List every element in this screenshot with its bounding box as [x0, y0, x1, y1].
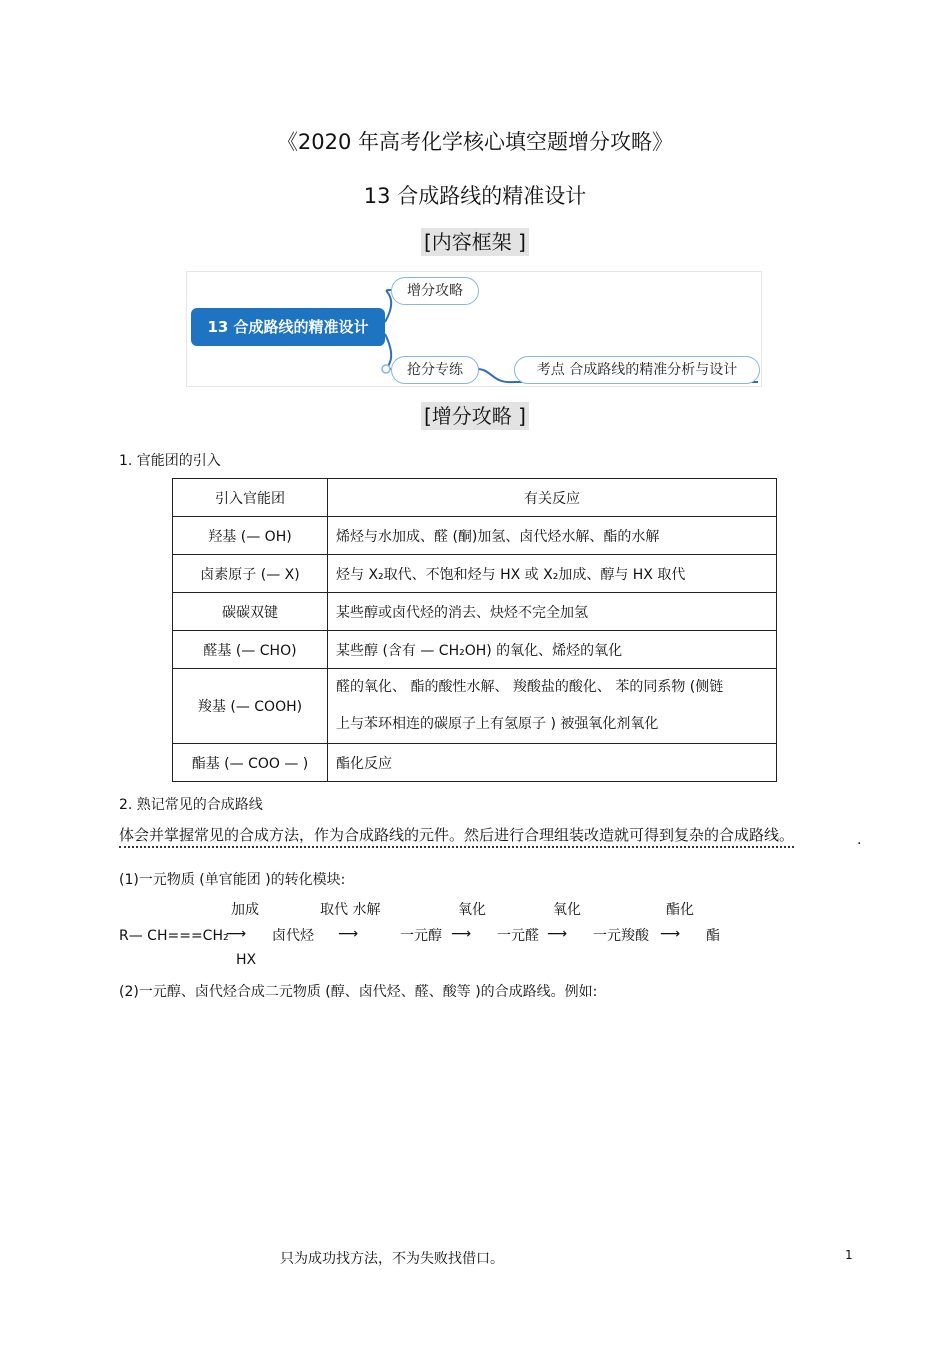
mindmap-branch-practice: 抢分专练 — [391, 356, 479, 384]
table-cell: 羧基 (— COOH) — [173, 669, 328, 744]
heading-functional-groups: 1. 官能团的引入 — [119, 453, 221, 469]
section-framework: [内容框架 ] — [421, 228, 529, 256]
arrow-icon: ⟶ — [226, 926, 247, 942]
arrow-label: 氧化 — [458, 902, 486, 918]
heading-synthesis-routes: 2. 熟记常见的合成路线 — [119, 797, 263, 813]
route-step: 一元醛 — [497, 928, 539, 944]
intro-emphasis: 体会并掌握常见的合成方法，作为合成路线的元件。然后进行合理组装改造就可得到复杂的合成路线。 — [119, 826, 794, 848]
footer-motto: 只为成功找方法，不为失败找借口。 — [280, 1251, 504, 1267]
table-cell: 烯烃与水加成、醛 (酮)加氢、卤代烃水解、酯的水解 — [328, 517, 777, 555]
route-step: 一元羧酸 — [593, 928, 649, 944]
section-strategy: [增分攻略 ] — [421, 402, 529, 430]
arrow-icon: ⟶ — [660, 926, 681, 942]
table-header: 有关反应 — [328, 479, 777, 517]
page-number: 1 — [845, 1248, 853, 1262]
table-header: 引入官能团 — [173, 479, 328, 517]
route-step: 酯 — [706, 928, 720, 944]
table-cell: 某些醇或卤代烃的消去、炔烃不完全加氢 — [328, 593, 777, 631]
arrow-label: 酯化 — [666, 902, 694, 918]
table-cell: 卤素原子 (— X) — [173, 555, 328, 593]
mindmap-branch-strategy: 增分攻略 — [391, 277, 479, 305]
arrow-icon: ⟶ — [338, 926, 359, 942]
table-cell-line: 醛的氧化、 酯的酸性水解、 羧酸盐的酸化、 苯的同系物 (侧链 — [336, 679, 724, 695]
document-subtitle: 13 合成路线的精准设计 — [363, 184, 587, 208]
table-row — [173, 669, 777, 744]
arrow-icon: ⟶ — [451, 926, 472, 942]
table-cell-line: 上与苯环相连的碳原子上有氢原子 ) 被强氧化剂氧化 — [336, 716, 659, 732]
table-cell: 烃与 X₂取代、不饱和烃与 HX 或 X₂加成、醇与 HX 取代 — [328, 555, 777, 593]
mindmap-leaf-topic: 考点 合成路线的精准分析与设计 — [514, 356, 760, 384]
route-start: R— CH===CH₂ — [119, 928, 229, 944]
table-cell — [328, 669, 777, 744]
arrow-label: 取代 水解 — [320, 902, 381, 918]
table-row — [173, 517, 777, 555]
reagent-label: HX — [236, 952, 257, 968]
module1-heading: (1)一元物质 (单官能团 )的转化模块: — [119, 872, 346, 888]
table-cell: 碳碳双键 — [173, 593, 328, 631]
table-cell: 醛基 (— CHO) — [173, 631, 328, 669]
arrow-label: 加成 — [231, 902, 259, 918]
module2-heading: (2)一元醇、卤代烃合成二元物质 (醇、卤代烃、醛、酸等 )的合成路线。例如: — [119, 984, 598, 1000]
table-row — [173, 555, 777, 593]
table-cell: 某些醇 (含有 — CH₂OH) 的氧化、烯烃的氧化 — [328, 631, 777, 669]
arrow-label: 氧化 — [553, 902, 581, 918]
table-header-row — [173, 479, 777, 517]
intro-period: . — [857, 832, 862, 848]
mindmap-root: 13 合成路线的精准设计 — [191, 308, 385, 346]
arrow-icon: ⟶ — [547, 926, 568, 942]
route-step: 卤代烃 — [272, 928, 314, 944]
table-cell: 羟基 (— OH) — [173, 517, 328, 555]
table-row — [173, 593, 777, 631]
table-row — [173, 744, 777, 782]
route-step: 一元醇 — [400, 928, 442, 944]
table-cell: 酯化反应 — [328, 744, 777, 782]
intro-text — [119, 825, 794, 845]
table-row — [173, 631, 777, 669]
table-cell: 酯基 (— COO — ) — [173, 744, 328, 782]
functional-group-table — [172, 478, 777, 782]
document-title: 《2020 年高考化学核心填空题增分攻略》 — [276, 130, 674, 154]
mindmap — [186, 271, 762, 387]
